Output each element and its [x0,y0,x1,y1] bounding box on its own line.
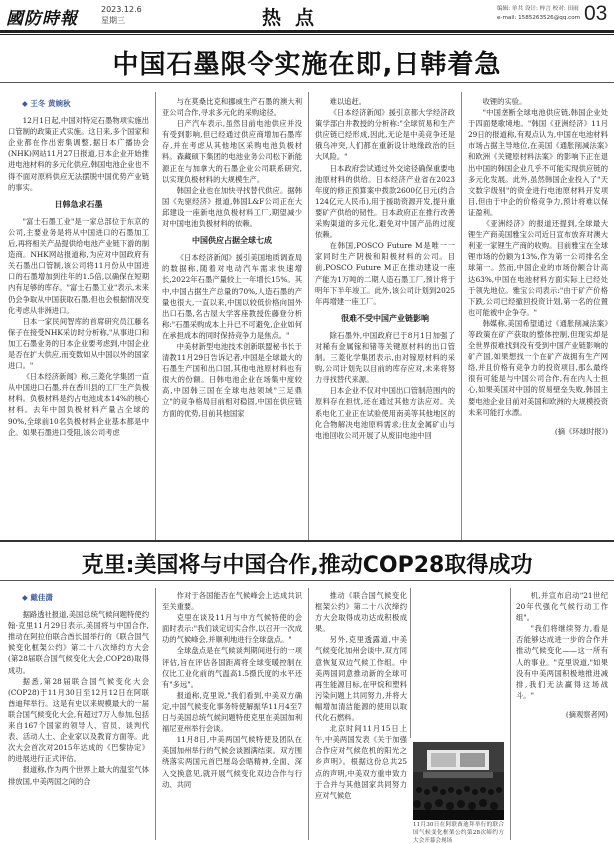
article1-source: (摘《环球时报》) [554,426,608,436]
date-text: 2023.12.6 [101,5,142,14]
page-number: 03 [584,2,608,25]
subhead-japan-korea: 日韩急求石墨 [54,199,103,209]
col1b-paragraphs [8,216,149,438]
paragraph: 作对于各国能否在气候峰会上达成共识至关重要。 [162,591,302,612]
article1-column-3 [315,96,455,536]
column-divider [461,92,462,540]
paragraph: 据悉,第28届联合国气候变化大会(COP28)于11月30日至12月12日在阿联酋迪拜举行。这是有史以来规模最大的一届联合国气候变化大会,有超过7万人参加,包括来自167个国家的领导人、官员、谈判代表、活动人士、企业家以及教育方面等。此次大会首次对2015年达成的《巴黎协定》的进展进行正式评估。 [8,676,149,764]
photo-caption: 11月30日在阿联酋迪拜举行的联合国气候变化框架公约第28次缔约方大会开幕会现场 [413,822,504,844]
paragraph: 收锂的实验。 [482,97,527,106]
section-title: 热点 [262,7,329,29]
editor-info [497,5,580,23]
paragraph: 韩媒称,美国希望通过《通胀削减法案》等政策在矿产获取的整体控制,但现实却是全世界很难找到没有受到中国产业链影响的矿产国,如果想找一个在矿产战拥有生产网络,并且价格有竞争力的投资项目,那么最终很有可能是与中国公司合作,有在内人士担心,如果美国对中国的贸易壁垒失败,韩国主要电池企业目前对美国和欧洲的大规模投资未来可能打水漂。 [468,318,608,417]
conference-photo [413,742,504,820]
paragraph: 在韩国,POSCO Future M是唯一一家同时生产阴极和阳极材料的公司。目前,POSCO Future M正在推动建设一座产能为1万吨的二期人造石墨工厂,预计将于明年下半年竣工。此外,该公司计划到2025年再增建一座工厂。 [315,241,455,306]
article1-headline: 中国石墨限令实施在即,日韩着急 [112,50,502,80]
newspaper-logo: 國防時報 [6,9,78,29]
column-divider [308,588,309,840]
paragraph: 《日本经济新闻》援引京都大学经济政策学部白井教授的分析称:"全球贸易和生产供应链已经形成,因此,无论是中美竞争还是俄乌冲突,人们都在重新设计地缘政治的巨大风险。" [315,108,455,162]
column-divider [308,92,309,540]
paragraph: 韩国企业也在加快寻找替代供应。据韩国《先驱经济》报道,韩国L&F公司正在大邱建设一座新电池负极材料工厂,期望减少对中国电池负极材料的依赖。 [162,185,302,229]
col3a-paragraphs [315,96,455,307]
paragraph: 与在莫桑比克和挪威生产石墨的澳大利亚公司合作,寻求多元化的采购途径。 [162,97,302,118]
email-line: e-mail: 1585263526@qq.com [497,15,581,21]
paragraph: 机,并宣布启动"21世纪20年代强化气候行动工作组"。 [516,591,608,623]
article1-column-4 [468,96,608,538]
paragraph: 报道称,克里说,"我们看到,中美双方确定,中国气候变化事务特使解振华11月4至7日与美国总统气候问题特使克里在美国加利福尼亚州举行会谈。 [162,690,302,734]
editors-line: 编辑: 单共 设计: 梓言 校对: 田雨 [497,6,579,12]
a2-col4-paragraphs [516,590,608,701]
article-separator [0,540,614,542]
subhead-china-supply: 中国供应占据全球七成 [192,236,272,246]
paragraph: 日本政府尝试通过外交途径确保重要电池原材料的供给。日本经济产业省在2023年度的修正预算案中拨款2600亿日元(约合124亿元人民币),用于援助资源开发,提升重要矿产供给的韧性。日本政府正在推行改善采购渠道的多元化,避免对中国产品的过度依赖。 [315,163,455,240]
masthead-rule-thin [0,34,614,35]
column-divider [155,92,156,540]
paragraph: 全球盘点是在气候谈判期间进行的一项评估,旨在评估各国距离将全球变暖控制在仅比工业化前的气温高1.5摄氏度的水平还有"多远"。 [162,646,302,689]
a2-col3-paragraphs [315,590,407,801]
conference-hall-image [413,742,504,820]
paragraph: 报道称,作为两个世界上最大的温室气体排放国,中美两国之间的合 [8,765,149,786]
paragraph: 北京时间11月15日上午,中美两国发表《关于加强合作应对气候危机的阳光之乡声明》。根据这份总共25点的声明,中美双方重申致力于合并与其他国家共同努力应对气候危 [315,724,407,800]
column-divider [155,588,156,840]
column-divider [410,588,411,738]
paragraph: 中美材新型电池技术创新联盟秘书长于清教11月29日告诉记者,中国是全球最大的石墨生产国和出口国,其他电池原材料也有很大的份额。日韩电池企业在场集中度较高,中国韩三国在全球电池领域"三足鼎立"的竞争格局目前相对稳固,中国在供应链方面的优势,目前其他国家 [162,341,302,418]
article2-column-4 [516,590,608,842]
article2-column-2 [162,590,302,842]
paragraph: 克里在谈及11月与中方气候特使的会面时表示:"我们谈定切实合作,以召开一次成功的气候峰会,并顺利地进行全球盘点。" [162,613,302,645]
paragraph: 日本一家民间智库的首席研究员江藤名保子在接受NHK采访时分析称,"从事进口和加工石墨业务的日本企业要考虑到,中国企业是否在扩大供应,而变数如从中国以外的国家进口。" [8,316,149,371]
masthead-rule [0,30,614,33]
issue-date [101,4,142,26]
a2-col1-paragraphs [8,609,149,787]
article1-column-2 [162,96,302,536]
paragraph: 《亚洲经济》的报道还提到,全球最大锂生产商美国雅宝公司近日宣布放弃对澳大利亚一家锂生产商的收购。目前雅宝在全球锂市场的份额为13%,作为第一公司排名全球第一。然而,中国企业的市场份额合计高达63%,中国在电池材料方面实际上已经处于领先地位。雅宝公司表示:"由于矿产价格下跌,公司已经撤回投资计划,第一名的位置也可能被中企争夺。" [468,219,608,317]
paragraph: "中国垄断全球电池供应链,韩国企业处于四面楚歌境地。"韩国《亚洲经济》11月29日的报道称,有观点认为,中国在电池材料市场占据主导地位,在美国《通胀削减法案》和欧洲《关键原材料法案》的影响下正在退出中国的韩国企业几乎不可能实现供应链的多元化发展。此外,虽然韩国企业投入了"天文数字级别"的资金进行电池原材料开发项目,但由于中企的价格竞争力,预计将难以保证盈利。 [468,108,608,217]
paragraph: 日本企业不仅对中国出口管制范围内的原料存在担忧,还在通过其他方法应对。关系电化工业正在试验使用南美等其他地区的化合物解决电池原料需求;住友金属矿山与电池回收公司开展了从废旧电池中回 [315,386,455,440]
article2-byline: ◆ 戴佳潇 [22,593,53,602]
col1-paragraphs [8,115,149,193]
col2b-paragraphs [162,252,302,418]
paragraph: "我们将继续努力,看是否能够达成进一步的合作并推动气候变化——这一所有人的事业。"克里说道,"如果没有中美两国积极地推进减排,我们无法赢得这场战斗。" [516,624,608,700]
paragraph: "富士石墨工业"是一家总部位于东京的公司,主要业务是将从中国进口的石墨加工后,再将相关产品提供给电池产业链下游的制造商。NHK网站报道称,为应对中国政府有关石墨出口管制,该公司将11月份从中国进口的石墨增加到往年的1.5倍,以确保在短期内有足够的库存。"富士石墨工业"表示,未来仍会争取从中国获取石墨,但也会根据情况变化考虑从非洲进口。 [8,216,149,315]
paragraph: 12月1日起,中国对特定石墨物项实施出口管制的政策正式实施。这日来,多个国家和企业都在作出密集调整,据日本广播协会(NHK)网站11月27日报道,日本企业开始推进电池材料的多元化供应,韩国电池企业也不得不面对原料供应无法摆脱中国优势产业链的事实。 [8,116,149,192]
paragraph: 《日本经济新闻》称,三菱化学集团一直从中国进口石墨,并在香川县的工厂生产负极材料。负极材料是约占电池成本14%的核心材料。去年中国负极材料产量占全球的90%,全球前10名负极材料企业基本都是中企。如果石墨进口受阻,该公司考虑 [8,372,149,437]
weekday-text: 星期三 [101,16,125,25]
paragraph: 难以追赶。 [329,97,367,106]
article2-source: (摘观察者网) [565,709,608,719]
article2-column-1 [8,590,149,842]
paragraph: 《日本经济新闻》援引美国地质调查局的数据称,随着对电动汽车需求快速增长,2022年石墨产量较上一年增长15%。其中,中国占据生产总量的70%,人造石墨的产量也很大,一直以来,中国以较低价格向国外出口石墨,名古屋大学客座教授佐藤登分析称:"石墨采购成本上升已不可避免,企业如何在承担成本的同时保持竞争力是焦点。" [162,253,302,340]
article2-column-3b [413,590,505,740]
article1-column-1 [8,96,149,536]
headline-rule [0,580,614,581]
paragraph: 另外,克里透露道,中美气候变化加州会谈中,双方同意恢复双边气候工作组。中美两国同意推动新的全球可再生能源目标,在甲烷和塑料污染问题上共同努力,并将大幅增加清洁能源的使用以取代化石燃料。 [315,635,407,723]
article1-byline: ◆ 王冬 黄婉秋 [22,99,71,108]
paragraph: 据路透社报道,美国总统气候问题特使约翰·克里11月29日表示,美国将与中国合作,推动在阿拉伯联合酋长国举行的《联合国气候变化框架公约》第二十八次缔约方大会(第28届联合国气候变化大会,COP28)取得成功。 [8,610,149,675]
paragraph: 推动《联合国气候变化框架公约》第二十八次缔约方大会取得成功达成积极成果。 [315,591,407,634]
paragraph: 除石墨外,中国政府已于8月1日加强了对稀有金属镓和锗等关键原材料的出口管制。三菱化学集团表示,由对镓原材料的采购,公司计划先以目前的库存应对,未来将努力寻找替代来源。 [315,330,455,385]
paragraph: 日产汽车表示,虽然目前电池供应并没有受到影响,但已经通过供应商增加石墨库存,并在考虑从其他地区采购电池负极材料。森藏硕下集团的电池业务公司松下新能源正在与加拿大的石墨企业公司联系研究,以实现负极材料的大规模生产。 [162,119,302,184]
col3b-paragraphs [315,330,455,441]
a2-col2-paragraphs [162,590,302,790]
column-divider [510,588,511,840]
col4a-paragraphs [468,96,608,418]
article2-column-3 [315,590,407,842]
headline-rule [0,82,614,83]
col2a-paragraphs [162,96,302,229]
article2-headline: 克里:美国将与中国合作,推动COP28取得成功 [81,553,533,578]
paragraph: 11月8日,中美两国气候特使及团队在美国加州举行的气候会谈圆满结束。双方围绕落实两国元首巴厘岛会晤精神,全面、深入交换意见,就开展气候变化双边合作与行动、共同 [162,735,302,789]
subhead-industry-chain: 很难不受中国产业链影响 [341,313,429,323]
masthead [0,0,614,34]
